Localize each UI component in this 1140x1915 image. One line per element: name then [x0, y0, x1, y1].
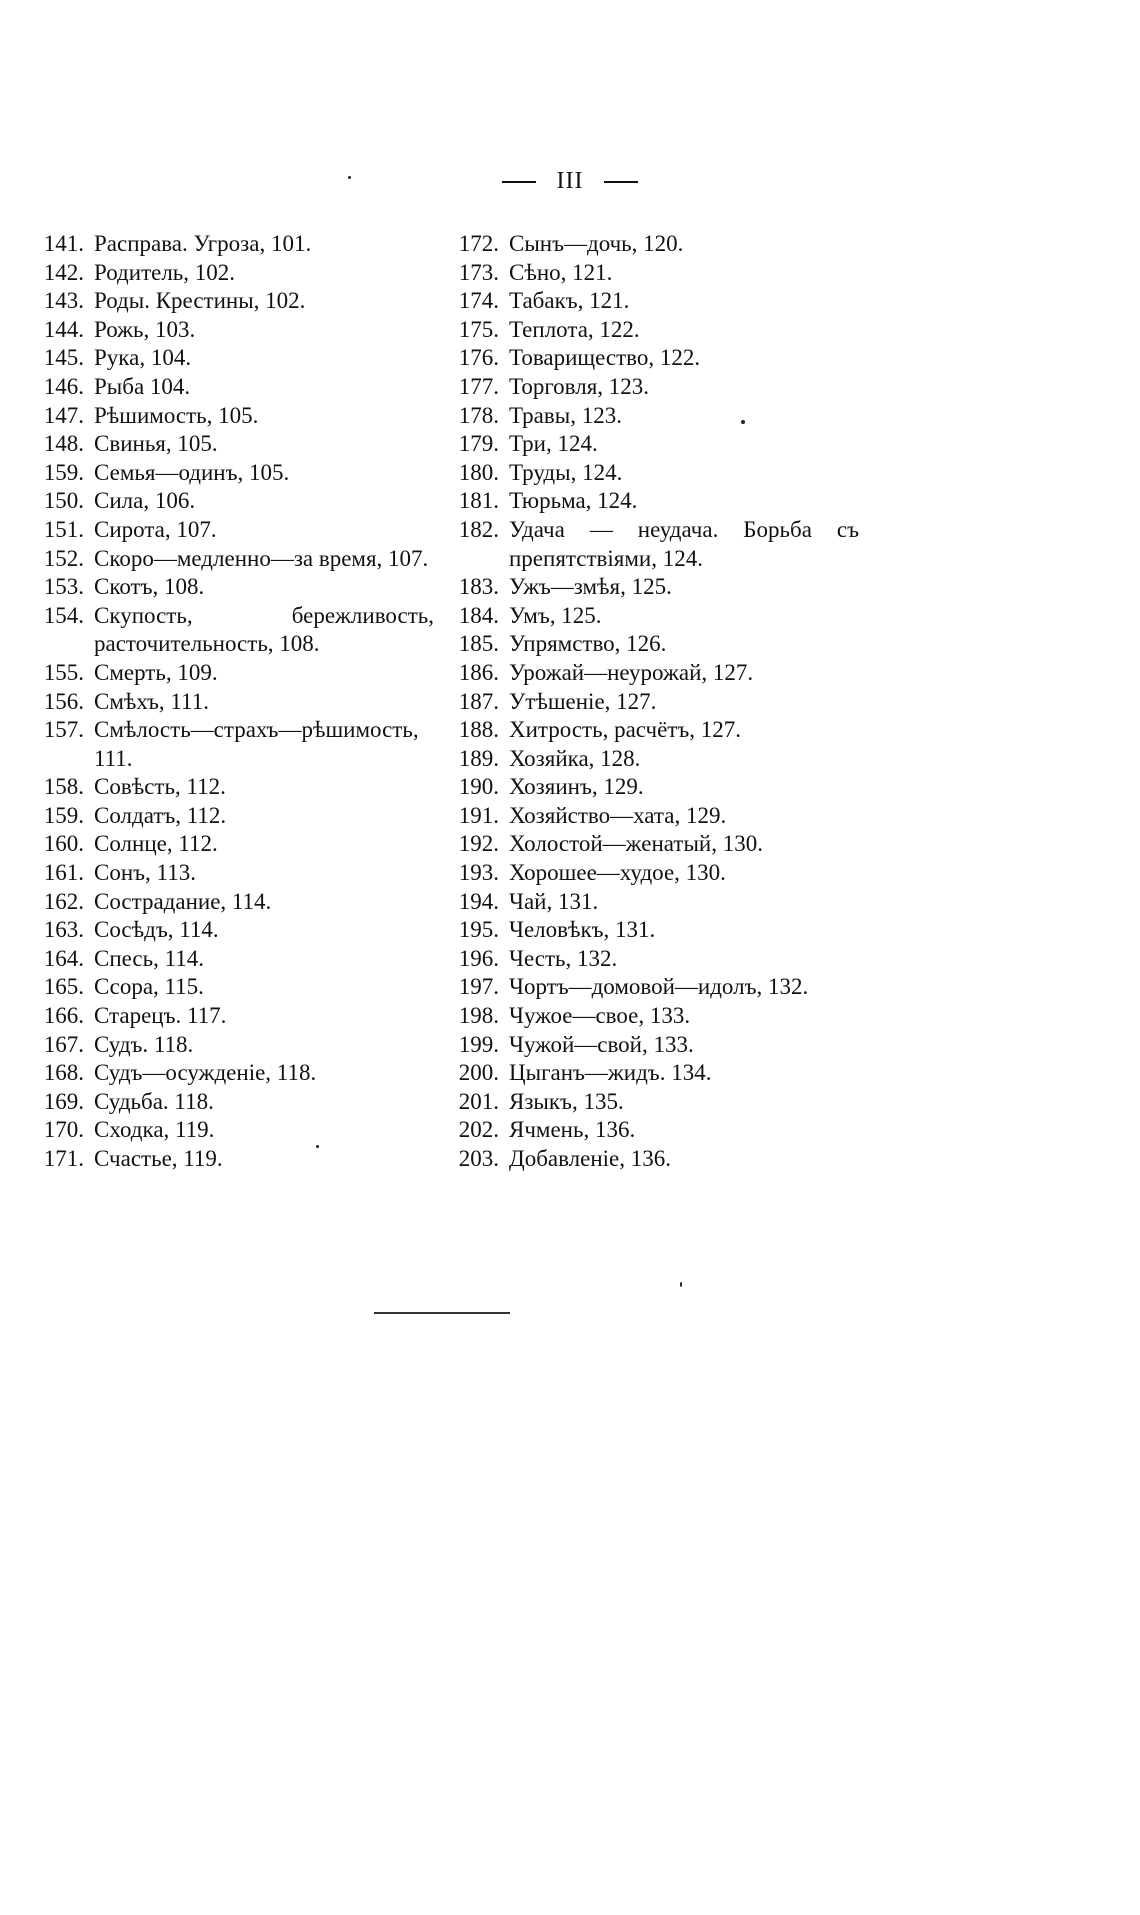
entry-title: Хорошее—худое, 130.: [509, 860, 726, 886]
entry-title: Сила, 106.: [94, 488, 196, 514]
entry-title: Ячмень, 136.: [509, 1117, 636, 1143]
index-entry: [28, 688, 448, 717]
entry-number: 183.: [458, 574, 499, 600]
entry-title: Рыба 104.: [94, 373, 191, 399]
entry-title: Роды. Крестины, 102.: [94, 288, 306, 314]
index-entry: [443, 373, 863, 402]
entry-number: 159.: [43, 459, 84, 485]
print-speck: [348, 176, 351, 179]
entry-number: 167.: [43, 1031, 84, 1057]
entry-title: Сострадание, 114.: [94, 888, 272, 914]
entry-title: Сѣно, 121.: [509, 259, 613, 285]
index-entry: [28, 316, 448, 345]
entry-number: 184.: [458, 602, 499, 628]
entry-title: Смѣхъ, 111.: [94, 688, 209, 714]
index-entry: [443, 973, 863, 1002]
entry-title: Хозяйка, 128.: [509, 745, 641, 771]
entry-title: Счастье, 119.: [94, 1146, 223, 1171]
entry-number: 195.: [458, 917, 499, 943]
entry-number: 161.: [43, 860, 84, 886]
page-number: III: [556, 168, 584, 194]
entry-title: Упрямство, 126.: [509, 631, 667, 657]
entry-number: 158.: [43, 774, 84, 800]
entry-number: 163.: [43, 917, 84, 943]
entry-title: Чужое—свое, 133.: [509, 1003, 691, 1029]
entry-number: 170.: [43, 1117, 84, 1143]
entry-title: Чортъ—домовой—идолъ, 132.: [509, 974, 809, 1000]
entry-title: Солнце, 112.: [94, 831, 218, 857]
entry-number: 179.: [458, 431, 499, 457]
entry-number: 144.: [43, 316, 84, 342]
entry-title: Удача — неудача. Борьба съ препятствіями, 124.: [509, 516, 859, 571]
entry-title: Скоро—медленно—за время, 107.: [94, 545, 429, 571]
entry-number: 192.: [458, 831, 499, 857]
index-entry: [443, 402, 863, 431]
index-entry: [28, 259, 448, 288]
entry-number: 173.: [458, 259, 499, 285]
entry-title: Рожь, 103.: [94, 316, 196, 342]
index-entry: [28, 659, 448, 688]
index-entry: [28, 430, 448, 459]
index-entry: [28, 402, 448, 431]
index-entry: [28, 802, 448, 831]
index-entry: [443, 1031, 863, 1060]
entry-title: Солдатъ, 112.: [94, 802, 227, 828]
entry-number: 155.: [43, 659, 84, 685]
entry-title: Ссора, 115.: [94, 974, 204, 1000]
entry-title: Урожай—неурожай, 127.: [509, 659, 754, 685]
entry-number: 146.: [43, 373, 84, 399]
entry-title: Сынъ—дочь, 120.: [509, 231, 684, 256]
entry-title: Цыганъ—жидъ. 134.: [509, 1060, 712, 1086]
index-entry: [28, 945, 448, 974]
entry-number: 202.: [458, 1117, 499, 1143]
entry-number: 169.: [43, 1088, 84, 1114]
index-entry: [443, 316, 863, 345]
index-entry: [443, 573, 863, 602]
index-entry: [443, 859, 863, 888]
index-entry: [28, 1116, 448, 1145]
entry-number: 152.: [43, 545, 84, 571]
index-entry: [28, 773, 448, 802]
entry-number: 188.: [458, 717, 499, 743]
entry-number: 159.: [43, 802, 84, 828]
index-entry: [443, 602, 863, 631]
entry-title: Торговля, 123.: [509, 373, 650, 399]
entry-title: Смерть, 109.: [94, 659, 218, 685]
entry-title: Теплота, 122.: [509, 316, 640, 342]
entry-title: Судъ—осужденіе, 118.: [94, 1060, 317, 1086]
entry-number: 145.: [43, 345, 84, 371]
entry-number: 157.: [43, 717, 84, 743]
entry-number: 151.: [43, 516, 84, 542]
entry-number: 199.: [458, 1031, 499, 1057]
entry-title: Родитель, 102.: [94, 259, 236, 285]
index-entry: [28, 230, 448, 259]
index-entry: [28, 1059, 448, 1088]
entry-number: 190.: [458, 774, 499, 800]
index-entry: [28, 830, 448, 859]
entry-title: Расправа. Угроза, 101.: [94, 231, 312, 256]
entry-title: Хитрость, расчётъ, 127.: [509, 717, 741, 743]
entry-title: Сонъ, 113.: [94, 860, 196, 886]
entry-number: 171.: [43, 1146, 84, 1171]
index-entry: [28, 1088, 448, 1117]
print-speck: [741, 420, 745, 424]
index-entry: [28, 1031, 448, 1060]
index-entry: [28, 287, 448, 316]
index-entry: [28, 916, 448, 945]
entry-number: 162.: [43, 888, 84, 914]
index-entry: [28, 1145, 448, 1174]
entry-title: Тюрьма, 124.: [509, 488, 638, 514]
index-entry: [28, 602, 448, 659]
entry-title: Сходка, 119.: [94, 1117, 215, 1143]
entry-number: 178.: [458, 402, 499, 428]
index-entry: [443, 630, 863, 659]
entry-title: Сирота, 107.: [94, 516, 217, 542]
entry-number: 164.: [43, 945, 84, 971]
index-entry: [28, 716, 448, 773]
index-entry: [28, 573, 448, 602]
entry-title: Сосѣдъ, 114.: [94, 917, 219, 943]
entry-title: Хозяинъ, 129.: [509, 774, 644, 800]
entry-number: 168.: [43, 1060, 84, 1086]
header-dash-left: [502, 181, 536, 183]
entry-title: Честь, 132.: [509, 945, 618, 971]
entry-title: Совѣсть, 112.: [94, 774, 226, 800]
entry-number: 189.: [458, 745, 499, 771]
entry-number: 175.: [458, 316, 499, 342]
entry-number: 194.: [458, 888, 499, 914]
entry-title: Товарищество, 122.: [509, 345, 701, 371]
index-entry: [443, 516, 863, 573]
entry-number: 186.: [458, 659, 499, 685]
index-entry: [28, 888, 448, 917]
entry-number: 142.: [43, 259, 84, 285]
entry-number: 165.: [43, 974, 84, 1000]
entry-number: 147.: [43, 402, 84, 428]
index-entry: [443, 1088, 863, 1117]
entry-number: 182.: [458, 516, 499, 542]
entry-title: Добавленіе, 136.: [509, 1146, 671, 1171]
index-entry: [443, 1145, 863, 1174]
entry-title: Судъ. 118.: [94, 1031, 194, 1057]
index-entry: [443, 259, 863, 288]
index-entry: [443, 1116, 863, 1145]
entry-number: 154.: [43, 602, 84, 628]
entry-title: Рѣшимость, 105.: [94, 402, 259, 428]
index-entry: [443, 688, 863, 717]
entry-title: Чай, 131.: [509, 888, 599, 914]
entry-title: Холостой—женатый, 130.: [509, 831, 763, 857]
entry-number: 181.: [458, 488, 499, 514]
index-column-right: [443, 230, 863, 1174]
index-entry: [28, 859, 448, 888]
index-entry: [443, 830, 863, 859]
index-entry: [443, 745, 863, 774]
entry-title: Спесь, 114.: [94, 945, 205, 971]
index-entry: [28, 973, 448, 1002]
index-entry: [443, 230, 863, 259]
entry-title: Хозяйство—хата, 129.: [509, 802, 727, 828]
entry-number: 196.: [458, 945, 499, 971]
entry-title: Рука, 104.: [94, 345, 192, 371]
entry-title: Умъ, 125.: [509, 602, 602, 628]
index-entry: [28, 487, 448, 516]
entry-number: 141.: [43, 231, 84, 256]
entry-title: Смѣлость—страхъ—рѣшимость, 111.: [94, 717, 419, 771]
entry-number: 180.: [458, 459, 499, 485]
entry-number: 172.: [458, 231, 499, 256]
entry-title: Языкъ, 135.: [509, 1088, 624, 1114]
entry-title: Старецъ. 117.: [94, 1003, 227, 1029]
index-entry: [28, 545, 448, 574]
index-entry: [443, 945, 863, 974]
entry-title: Свинья, 105.: [94, 431, 218, 457]
entry-number: 200.: [458, 1060, 499, 1086]
entry-number: 148.: [43, 431, 84, 457]
entry-title: Скупость, бережливость, расточительность, 108.: [94, 602, 434, 657]
entry-title: Труды, 124.: [509, 459, 623, 485]
entry-title: Утѣшеніе, 127.: [509, 688, 657, 714]
closing-rule: [374, 1312, 510, 1314]
index-entry: [443, 487, 863, 516]
index-entry: [443, 802, 863, 831]
header-dash-right: [604, 181, 638, 183]
index-entry: [28, 373, 448, 402]
index-entry: [443, 773, 863, 802]
print-speck: [316, 1145, 319, 1148]
index-entry: [443, 1059, 863, 1088]
entry-number: 203.: [458, 1146, 499, 1171]
index-entry: [28, 344, 448, 373]
index-entry: [443, 888, 863, 917]
index-entry: [443, 1002, 863, 1031]
entry-number: 156.: [43, 688, 84, 714]
index-entry: [28, 516, 448, 545]
entry-title: Человѣкъ, 131.: [509, 917, 656, 943]
entry-number: 185.: [458, 631, 499, 657]
entry-number: 153.: [43, 574, 84, 600]
entry-title: Семья—одинъ, 105.: [94, 459, 290, 485]
entry-number: 197.: [458, 974, 499, 1000]
index-entry: [443, 344, 863, 373]
entry-number: 187.: [458, 688, 499, 714]
entry-number: 193.: [458, 860, 499, 886]
entry-title: Три, 124.: [509, 431, 598, 457]
entry-number: 143.: [43, 288, 84, 314]
index-entry: [443, 659, 863, 688]
print-speck: [680, 1282, 682, 1287]
index-entry: [443, 430, 863, 459]
index-entry: [443, 459, 863, 488]
entry-number: 150.: [43, 488, 84, 514]
index-column-left: [28, 230, 448, 1174]
entry-number: 174.: [458, 288, 499, 314]
index-entry: [28, 459, 448, 488]
index-entry: [443, 716, 863, 745]
entry-title: Судьба. 118.: [94, 1088, 214, 1114]
entry-number: 198.: [458, 1003, 499, 1029]
entry-number: 201.: [458, 1088, 499, 1114]
entry-title: Травы, 123.: [509, 402, 622, 428]
index-entry: [28, 1002, 448, 1031]
entry-number: 191.: [458, 802, 499, 828]
index-entry: [443, 916, 863, 945]
index-entry: [443, 287, 863, 316]
entry-title: Табакъ, 121.: [509, 288, 630, 314]
entry-title: Чужой—свой, 133.: [509, 1031, 694, 1057]
entry-number: 160.: [43, 831, 84, 857]
entry-number: 176.: [458, 345, 499, 371]
entry-number: 166.: [43, 1003, 84, 1029]
page-header: [0, 168, 1140, 195]
entry-title: Ужъ—змѣя, 125.: [509, 574, 672, 600]
entry-title: Скотъ, 108.: [94, 574, 205, 600]
entry-number: 177.: [458, 373, 499, 399]
